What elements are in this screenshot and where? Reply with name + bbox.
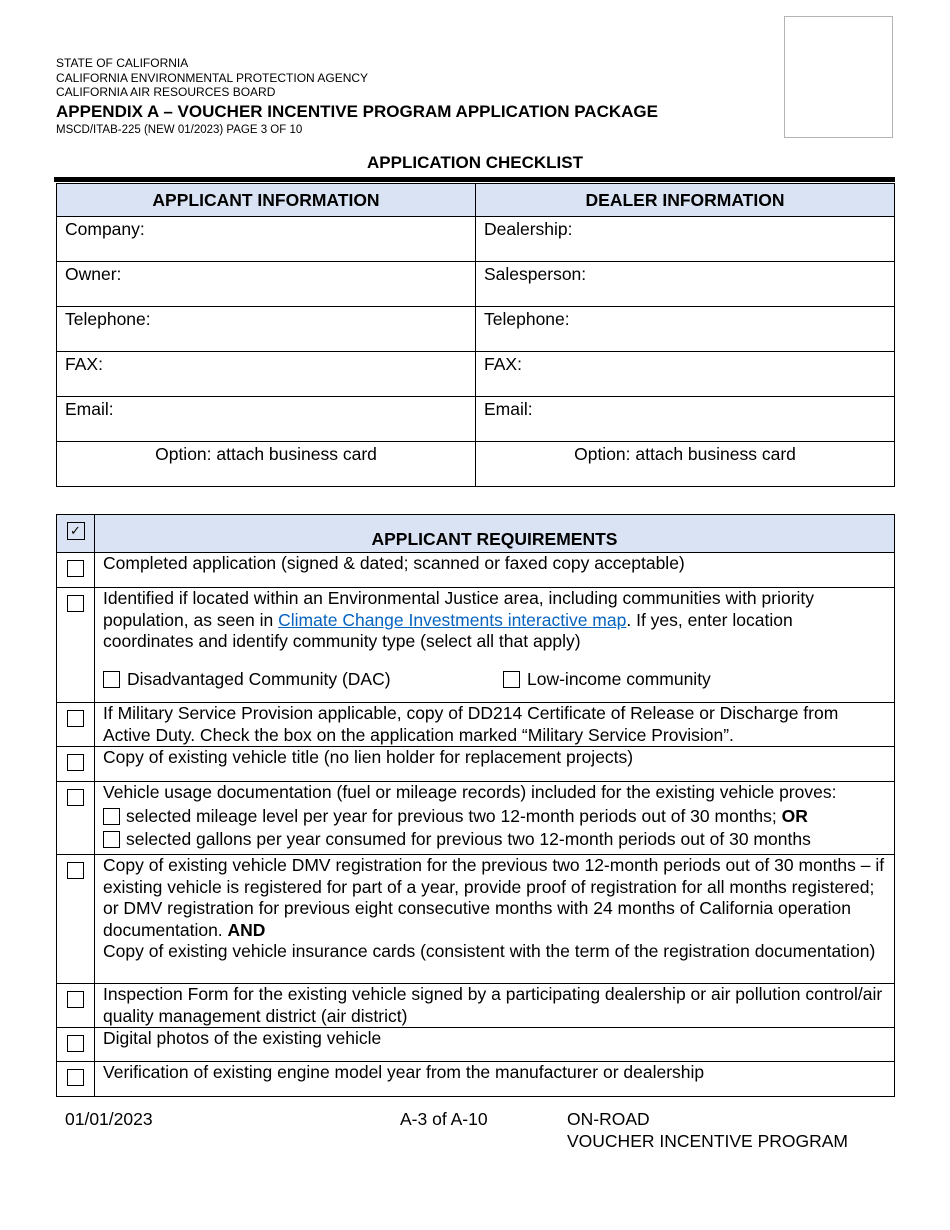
usage-mileage-label: selected mileage level per year for previous two 12-month periods out of 30 months;	[126, 805, 782, 826]
footer-program-line1: ON-ROAD	[567, 1109, 650, 1129]
and-label: AND	[227, 919, 266, 940]
req-ej-text-start: Identified if located within an Environmental Justice area, including communities with priority population, as seen in	[103, 588, 815, 630]
req-dmv-registration	[95, 855, 895, 984]
req-environmental-justice	[95, 588, 895, 703]
req-ej-text-end: . If yes, enter location coordinates and identify community type (select all that apply)	[103, 609, 793, 651]
applicant-email-field[interactable]: Email:	[57, 397, 476, 442]
applicant-telephone-field[interactable]: Telephone:	[57, 307, 476, 352]
requirements-table	[56, 514, 895, 1097]
applicant-fax-field[interactable]: FAX:	[57, 352, 476, 397]
checkbox-military-service[interactable]	[67, 710, 84, 727]
checkmark-icon: ✓	[67, 522, 85, 540]
footer-program	[567, 1108, 848, 1152]
req-completed-application: Completed application (signed & dated; scanned or faxed copy acceptable)	[95, 553, 895, 588]
info-table	[56, 183, 895, 487]
req-digital-photos: Digital photos of the existing vehicle	[95, 1028, 895, 1062]
board-line: CALIFORNIA AIR RESOURCES BOARD	[56, 85, 276, 99]
checkbox-low-income[interactable]	[503, 671, 520, 688]
checkbox-dac[interactable]	[103, 671, 120, 688]
requirements-header: APPLICANT REQUIREMENTS	[95, 515, 895, 553]
applicant-company-field[interactable]: Company:	[57, 217, 476, 262]
or-label: OR	[781, 805, 808, 826]
checklist-title: APPLICATION CHECKLIST	[367, 153, 583, 172]
agency-line: CALIFORNIA ENVIRONMENTAL PROTECTION AGENCY	[56, 70, 369, 85]
climate-investments-map-link[interactable]: Climate Change Investments interactive map	[278, 609, 627, 630]
applicant-business-card-area[interactable]: Option: attach business card	[57, 442, 476, 487]
checkbox-inspection-form[interactable]	[67, 991, 84, 1008]
document-header	[56, 56, 658, 137]
req-engine-model-year: Verification of existing engine model year from the manufacturer or dealership	[95, 1062, 895, 1097]
title-divider	[54, 177, 895, 182]
dealer-info-header: DEALER INFORMATION	[476, 184, 895, 217]
footer-program-line2: VOUCHER INCENTIVE PROGRAM	[567, 1131, 848, 1151]
checkbox-dmv-registration[interactable]	[67, 862, 84, 879]
footer-page-number: A-3 of A-10	[400, 1109, 488, 1129]
req-insurance-text: Copy of existing vehicle insurance cards (consistent with the term of the registration documentation)	[103, 941, 876, 961]
dealer-salesperson-field[interactable]: Salesperson:	[476, 262, 895, 307]
logo-placeholder	[784, 16, 893, 138]
checkbox-completed-application[interactable]	[67, 560, 84, 577]
check-column-header	[57, 515, 95, 553]
dealer-dealership-field[interactable]: Dealership:	[476, 217, 895, 262]
req-dmv-text: Copy of existing vehicle DMV registration for the previous two 12-month periods out of 30 months – if existing vehicle is registered for part of a year, provide proof of registration for all months registered; or DMV registration for previous eight consecutive months with 24 months of California operation documentation.	[103, 855, 885, 940]
checkbox-environmental-justice[interactable]	[67, 595, 84, 612]
usage-gallons-label: selected gallons per year consumed for previous two 12-month periods out of 30 months	[126, 829, 811, 849]
applicant-info-header: APPLICANT INFORMATION	[57, 184, 476, 217]
option-low-income-label: Low-income community	[527, 668, 711, 689]
state-line: STATE OF CALIFORNIA	[56, 56, 189, 70]
dealer-business-card-area[interactable]: Option: attach business card	[476, 442, 895, 487]
form-id: MSCD/ITAB-225 (NEW 01/2023) PAGE 3 OF 10	[56, 123, 303, 136]
req-vehicle-usage	[95, 782, 895, 855]
option-dac[interactable]	[103, 669, 503, 691]
checkbox-digital-photos[interactable]	[67, 1035, 84, 1052]
dealer-fax-field[interactable]: FAX:	[476, 352, 895, 397]
checkbox-gallons[interactable]	[103, 831, 120, 848]
applicant-owner-field[interactable]: Owner:	[57, 262, 476, 307]
req-inspection-form: Inspection Form for the existing vehicle signed by a participating dealership or air pollution control/air quality management district (air district)	[95, 984, 895, 1028]
checkbox-mileage[interactable]	[103, 808, 120, 825]
option-dac-label: Disadvantaged Community (DAC)	[127, 668, 391, 689]
footer-date: 01/01/2023	[65, 1109, 153, 1129]
dealer-telephone-field[interactable]: Telephone:	[476, 307, 895, 352]
option-low-income[interactable]	[503, 669, 711, 691]
req-vehicle-usage-text: Vehicle usage documentation (fuel or mileage records) included for the existing vehicle proves:	[103, 782, 837, 802]
dealer-email-field[interactable]: Email:	[476, 397, 895, 442]
checkbox-engine-model-year[interactable]	[67, 1069, 84, 1086]
checkbox-vehicle-title[interactable]	[67, 754, 84, 771]
req-vehicle-title: Copy of existing vehicle title (no lien holder for replacement projects)	[95, 747, 895, 782]
checkbox-vehicle-usage[interactable]	[67, 789, 84, 806]
usage-option-mileage[interactable]	[103, 806, 888, 828]
document-title: APPENDIX A – VOUCHER INCENTIVE PROGRAM APPLICATION PACKAGE	[56, 101, 658, 121]
req-military-service: If Military Service Provision applicable, copy of DD214 Certificate of Release or Discharge from Active Duty. Check the box on the application marked “Military Service Provision”.	[95, 703, 895, 747]
usage-option-gallons[interactable]	[103, 829, 888, 851]
